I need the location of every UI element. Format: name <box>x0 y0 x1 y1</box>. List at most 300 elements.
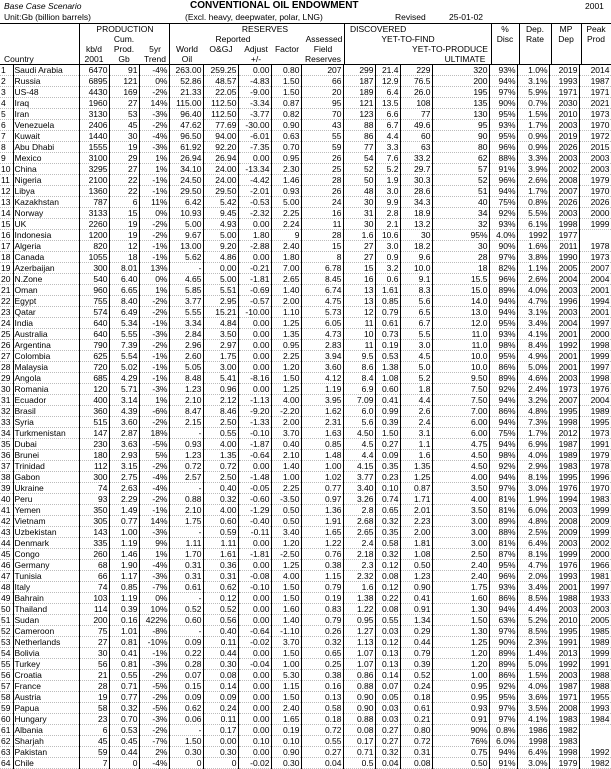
table-cell: 3.4% <box>517 318 549 329</box>
table-cell: 6.1% <box>517 219 549 230</box>
table-cell: 121 <box>109 76 139 87</box>
country-name: Pakistan <box>13 747 79 758</box>
country-name: Peru <box>13 494 79 505</box>
table-cell: 2.6% <box>517 274 549 285</box>
table-cell: 2007 <box>579 263 611 274</box>
row-index: 41 <box>0 505 13 516</box>
table-cell: 0.44 <box>400 637 432 648</box>
table-row <box>0 439 611 450</box>
table-row <box>0 582 611 593</box>
table-cell: 62 <box>432 153 489 164</box>
table-cell: 0.82 <box>271 109 301 120</box>
table-cell: 1970 <box>579 483 611 494</box>
table-cell: 4.50 <box>432 461 489 472</box>
table-cell: 2100 <box>79 175 109 186</box>
table-row <box>0 450 611 461</box>
table-cell: 90% <box>489 241 517 252</box>
table-cell: 0.40 <box>203 483 238 494</box>
row-index: 33 <box>0 417 13 428</box>
unit-label: Unit:Gb (billion barrels) <box>4 12 91 22</box>
table-cell: 10 <box>343 329 375 340</box>
table-cell: 3.0 <box>375 186 400 197</box>
table-cell: 30 <box>343 219 375 230</box>
table-cell: 200 <box>79 615 109 626</box>
table-cell: 2.4% <box>517 384 549 395</box>
table-cell: 2.84 <box>169 329 203 340</box>
col-prod: Prod. <box>113 44 135 54</box>
table-cell: 86% <box>489 406 517 417</box>
col-adjust-pm: +/- <box>250 54 262 64</box>
table-cell: 3.0 <box>400 340 432 351</box>
table-cell: 0.32 <box>375 549 400 560</box>
row-index: 34 <box>0 428 13 439</box>
table-cell: 207 <box>301 65 343 76</box>
table-cell: 96.40 <box>169 109 203 120</box>
table-cell: -2% <box>139 670 169 681</box>
table-cell: -10.00 <box>238 307 271 318</box>
table-cell: 1.46 <box>109 549 139 560</box>
table-cell: 0.24 <box>203 703 238 714</box>
table-cell: 5.41 <box>203 373 238 384</box>
row-index: 18 <box>0 252 13 263</box>
table-cell: -4.83 <box>238 76 271 87</box>
table-cell: 1987 <box>549 681 579 692</box>
table-cell: 1.19 <box>109 593 139 604</box>
table-cell: 96% <box>489 142 517 153</box>
table-cell: 29.7 <box>400 164 432 175</box>
country-name: Kuwait <box>13 131 79 142</box>
table-cell: -1% <box>139 373 169 384</box>
table-cell: 50 <box>343 175 375 186</box>
table-cell: - <box>169 263 203 274</box>
table-cell: 3.00 <box>432 516 489 527</box>
table-cell: 0.93 <box>432 703 489 714</box>
table-cell: 8.40 <box>109 296 139 307</box>
table-cell: 422% <box>139 615 169 626</box>
country-name: Chile <box>13 758 79 769</box>
table-cell: 2.65 <box>343 527 375 538</box>
table-cell: 0.83 <box>301 604 343 615</box>
table-cell: 115.00 <box>169 98 203 109</box>
table-cell: 6.4% <box>517 538 549 549</box>
table-cell: 0.79 <box>375 307 400 318</box>
row-index: 16 <box>0 230 13 241</box>
table-cell: 93% <box>489 219 517 230</box>
row-index: 11 <box>0 175 13 186</box>
table-cell: - <box>169 725 203 736</box>
table-cell: 820 <box>79 241 109 252</box>
table-cell: 0.52 <box>400 670 432 681</box>
table-cell: 1.38 <box>343 593 375 604</box>
table-cell: 0.23 <box>375 472 400 483</box>
table-cell: 26 <box>301 153 343 164</box>
table-cell: 57 <box>432 164 489 175</box>
table-cell: 0.61 <box>375 318 400 329</box>
country-name: Albania <box>13 725 79 736</box>
table-cell: 0.00 <box>238 461 271 472</box>
table-cell: 0.05 <box>375 692 400 703</box>
table-cell: 3.50 <box>203 329 238 340</box>
table-row <box>0 626 611 637</box>
year-label: 2001 <box>585 1 604 11</box>
table-cell: -3.50 <box>271 494 301 505</box>
table-cell: -1.13 <box>238 395 271 406</box>
table-cell: 103 <box>79 593 109 604</box>
table-cell: 81% <box>489 494 517 505</box>
table-cell: 1998 <box>579 373 611 384</box>
table-cell: 1.7% <box>517 186 549 197</box>
table-cell: 0.00 <box>238 725 271 736</box>
table-cell: 11.0 <box>432 329 489 340</box>
table-cell: 1.00 <box>271 472 301 483</box>
table-cell: 0.95 <box>271 153 301 164</box>
country-name: Ecuador <box>13 395 79 406</box>
table-cell: 6.6 <box>375 109 400 120</box>
table-cell: 960 <box>79 285 109 296</box>
table-cell: 1.20 <box>271 362 301 373</box>
country-name: Brasil <box>13 406 79 417</box>
table-cell: 2001 <box>549 329 579 340</box>
table-cell: 1.08 <box>400 549 432 560</box>
revised-date: 25-01-02 <box>449 12 484 22</box>
table-cell: 640 <box>79 318 109 329</box>
table-cell: 0.32 <box>375 747 400 758</box>
table-cell: 60 <box>400 131 432 142</box>
country-name: US-48 <box>13 87 79 98</box>
table-cell: 1991 <box>549 637 579 648</box>
table-cell: 1990 <box>549 252 579 263</box>
row-index: 47 <box>0 571 13 582</box>
table-cell: 14% <box>139 516 169 527</box>
table-cell: 5% <box>139 450 169 461</box>
table-cell: 1999 <box>579 505 611 516</box>
table-cell: 1984 <box>579 714 611 725</box>
table-cell: 12.9 <box>375 76 400 87</box>
row-index: 35 <box>0 439 13 450</box>
table-cell: 0.06 <box>169 714 203 725</box>
table-cell: 0.30 <box>203 659 238 670</box>
table-cell: -5% <box>139 681 169 692</box>
table-cell: 0.96 <box>203 384 238 395</box>
table-cell: 97% <box>489 87 517 98</box>
table-cell: 4.1% <box>517 329 549 340</box>
country-name: Indonesia <box>13 230 79 241</box>
table-cell: 0.72 <box>203 461 238 472</box>
table-cell: 0.62 <box>169 703 203 714</box>
table-cell: 0% <box>139 76 169 87</box>
table-cell: 95 <box>301 98 343 109</box>
table-cell: 94% <box>489 186 517 197</box>
table-cell: 1.40 <box>271 461 301 472</box>
table-cell: 0.71 <box>343 747 375 758</box>
table-cell: 14% <box>139 98 169 109</box>
table-cell: 0.58 <box>301 703 343 714</box>
table-cell: 1.6 <box>343 230 375 241</box>
table-cell: 2005 <box>549 263 579 274</box>
table-cell: 2.50 <box>203 417 238 428</box>
table-cell: 5.71 <box>109 384 139 395</box>
country-name: Austria <box>13 692 79 703</box>
table-cell: 2.0% <box>517 571 549 582</box>
table-cell: 0.70 <box>271 142 301 153</box>
table-cell: 0.14 <box>375 670 400 681</box>
table-cell: 3.26 <box>343 494 375 505</box>
table-cell: 1.1% <box>517 263 549 274</box>
table-cell: 2030 <box>549 98 579 109</box>
country-name: Mexico <box>13 153 79 164</box>
table-cell: 3.70 <box>271 637 301 648</box>
table-cell: 43 <box>301 120 343 131</box>
table-cell: 8.46 <box>203 406 238 417</box>
table-cell: 2003 <box>549 285 579 296</box>
table-cell: 0.56 <box>203 615 238 626</box>
table-cell: 0.10 <box>271 736 301 747</box>
col-gb: Gb <box>118 54 130 64</box>
table-cell: 2.30 <box>271 164 301 175</box>
table-cell: 29.50 <box>169 186 203 197</box>
table-cell: 0.5 <box>343 758 375 769</box>
table-cell: 1.70 <box>169 549 203 560</box>
table-cell: 2010 <box>549 109 579 120</box>
table-cell: 4.65 <box>169 274 203 285</box>
table-cell: -5% <box>139 439 169 450</box>
table-cell: 25 <box>301 164 343 175</box>
table-cell: 93% <box>489 120 517 131</box>
row-index: 7 <box>0 131 13 142</box>
table-cell: 5.30 <box>271 670 301 681</box>
row-index: 10 <box>0 164 13 175</box>
table-cell: 1971 <box>549 87 579 98</box>
table-cell: 0.44 <box>203 648 238 659</box>
table-cell: 685 <box>79 373 109 384</box>
table-cell: 2.50 <box>432 549 489 560</box>
table-cell: 94% <box>489 747 517 758</box>
table-cell: 51 <box>432 186 489 197</box>
table-cell: 68 <box>79 560 109 571</box>
table-cell: 30 <box>343 197 375 208</box>
table-cell: 11 <box>301 219 343 230</box>
table-cell: 180 <box>79 450 109 461</box>
table-cell: 0.35 <box>375 527 400 538</box>
row-index: 63 <box>0 747 13 758</box>
table-cell: 1.20 <box>432 648 489 659</box>
col-oil: Oil <box>181 54 193 64</box>
table-cell: 9% <box>139 538 169 549</box>
table-cell: 0.63 <box>271 131 301 142</box>
table-cell: 0.80 <box>271 65 301 76</box>
table-row <box>0 351 611 362</box>
table-cell: 1.50 <box>271 648 301 659</box>
table-cell: 0.8% <box>489 725 517 736</box>
table-cell: 98% <box>489 340 517 351</box>
row-index: 1 <box>0 65 13 76</box>
table-cell: 10.6 <box>375 230 400 241</box>
table-cell: 0.00 <box>238 703 271 714</box>
table-cell: 9.6 <box>400 252 432 263</box>
table-cell: 6.7 <box>400 318 432 329</box>
table-cell: 59 <box>79 747 109 758</box>
table-cell: 90% <box>489 637 517 648</box>
col-peak-prod: Prod <box>587 34 605 44</box>
table-cell: 4.0% <box>489 230 517 241</box>
table-cell: 0.93 <box>271 186 301 197</box>
row-index: 21 <box>0 285 13 296</box>
table-cell: 0.65 <box>375 505 400 516</box>
table-cell: 1999 <box>579 351 611 362</box>
table-row <box>0 472 611 483</box>
table-cell: 2003 <box>549 538 579 549</box>
table-cell: 5.00 <box>271 197 301 208</box>
table-cell: 1.00 <box>271 659 301 670</box>
table-cell: 8 <box>301 252 343 263</box>
row-index: 19 <box>0 263 13 274</box>
country-name: Norway <box>13 208 79 219</box>
table-cell: 9.45 <box>203 208 238 219</box>
table-cell: 0.00 <box>238 560 271 571</box>
table-cell: 92% <box>489 208 517 219</box>
table-cell: 5.54 <box>109 351 139 362</box>
table-cell: 1.13 <box>343 637 375 648</box>
table-cell: 1.35 <box>400 461 432 472</box>
table-row <box>0 131 611 142</box>
table-cell: -7% <box>139 582 169 593</box>
table-cell: 2.00 <box>271 417 301 428</box>
row-index: 26 <box>0 340 13 351</box>
table-cell: 10.0 <box>432 351 489 362</box>
table-row <box>0 76 611 87</box>
col-world: World <box>175 44 199 54</box>
table-cell: 1993 <box>549 571 579 582</box>
table-cell: 4.75 <box>432 439 489 450</box>
table-cell: 2.57 <box>169 472 203 483</box>
table-cell: 1.25 <box>271 384 301 395</box>
row-index: 55 <box>0 659 13 670</box>
table-cell: 1979 <box>579 450 611 461</box>
table-cell: 1.07 <box>343 648 375 659</box>
table-cell: 1966 <box>579 560 611 571</box>
table-cell: 1972 <box>579 131 611 142</box>
table-cell: 112.50 <box>203 98 238 109</box>
table-cell: 0.53 <box>109 725 139 736</box>
table-cell: 5.6 <box>343 417 375 428</box>
table-cell: 4430 <box>79 87 109 98</box>
table-cell: 1976 <box>549 483 579 494</box>
table-cell: -1% <box>139 362 169 373</box>
table-cell: 1983 <box>549 461 579 472</box>
table-cell: 1989 <box>549 450 579 461</box>
table-row <box>0 98 611 109</box>
table-cell: 94% <box>489 296 517 307</box>
table-cell: 8.45 <box>301 274 343 285</box>
table-cell: 31 <box>343 208 375 219</box>
table-cell: 91% <box>489 758 517 769</box>
row-index: 53 <box>0 637 13 648</box>
table-cell: 8.5% <box>517 593 549 604</box>
table-cell: -1.87 <box>238 439 271 450</box>
table-cell: 0.29 <box>400 626 432 637</box>
table-cell: -0.05 <box>238 483 271 494</box>
table-cell: 1933 <box>579 593 611 604</box>
table-cell: 0.88 <box>343 681 375 692</box>
table-cell: -0.64 <box>238 626 271 637</box>
table-cell: 3.9% <box>517 164 549 175</box>
table-row <box>0 164 611 175</box>
table-cell: 1.35 <box>203 450 238 461</box>
table-cell: 0.31 <box>400 747 432 758</box>
table-cell: 34.3 <box>400 197 432 208</box>
table-cell: 2.68 <box>343 516 375 527</box>
table-cell: 5.2% <box>517 615 549 626</box>
table-cell: 8.4 <box>343 373 375 384</box>
country-name: Sudan <box>13 615 79 626</box>
table-cell: 76% <box>432 736 489 747</box>
table-cell: 1.6 <box>400 450 432 461</box>
table-cell: 1996 <box>549 296 579 307</box>
table-cell: 3.0% <box>517 483 549 494</box>
table-cell: 640 <box>79 329 109 340</box>
table-cell: 6.4 <box>375 87 400 98</box>
table-cell: -1.10 <box>271 626 301 637</box>
table-cell: 1997 <box>579 318 611 329</box>
row-index: 20 <box>0 274 13 285</box>
row-index: 37 <box>0 461 13 472</box>
table-cell: 2026 <box>549 197 579 208</box>
table-cell: 52 <box>343 164 375 175</box>
table-cell: -2.50 <box>271 549 301 560</box>
table-cell: -0.04 <box>238 659 271 670</box>
country-name: Argentina <box>13 340 79 351</box>
table-cell: 26.94 <box>203 153 238 164</box>
table-cell: 81% <box>489 538 517 549</box>
table-cell: 9 <box>271 230 301 241</box>
table-cell: 1983 <box>549 736 579 747</box>
table-cell: - <box>169 527 203 538</box>
table-row <box>0 395 611 406</box>
table-cell: -0.53 <box>238 197 271 208</box>
table-cell: 0.00 <box>203 263 238 274</box>
table-cell: 1976 <box>579 384 611 395</box>
table-cell: 0.8% <box>517 197 549 208</box>
table-cell: 1998 <box>549 219 579 230</box>
table-cell: 0.03 <box>375 626 400 637</box>
row-index: 12 <box>0 186 13 197</box>
row-index: 58 <box>0 692 13 703</box>
col-ogj: O&GJ <box>209 44 233 54</box>
table-cell: 89% <box>489 659 517 670</box>
table-cell: 135 <box>432 98 489 109</box>
table-cell: -4.42 <box>238 175 271 186</box>
table-cell: 787 <box>79 197 109 208</box>
table-cell: 95% <box>489 318 517 329</box>
table-cell: 0.85 <box>375 296 400 307</box>
table-cell: 0.09 <box>169 692 203 703</box>
table-cell: 1.7% <box>517 428 549 439</box>
table-cell: 2.25 <box>271 208 301 219</box>
table-cell: 2012 <box>549 428 579 439</box>
table-cell: 27 <box>343 252 375 263</box>
table-cell: 3.50 <box>432 505 489 516</box>
table-cell: 230 <box>79 439 109 450</box>
table-cell: 5.5% <box>517 208 549 219</box>
table-cell: 2.3 <box>343 560 375 571</box>
table-cell: 260 <box>79 549 109 560</box>
table-cell: 108 <box>400 98 432 109</box>
table-cell: -6% <box>139 406 169 417</box>
table-cell: 1989 <box>579 637 611 648</box>
table-cell: 114 <box>79 604 109 615</box>
table-cell: -2% <box>139 417 169 428</box>
table-cell: 1982 <box>549 725 579 736</box>
